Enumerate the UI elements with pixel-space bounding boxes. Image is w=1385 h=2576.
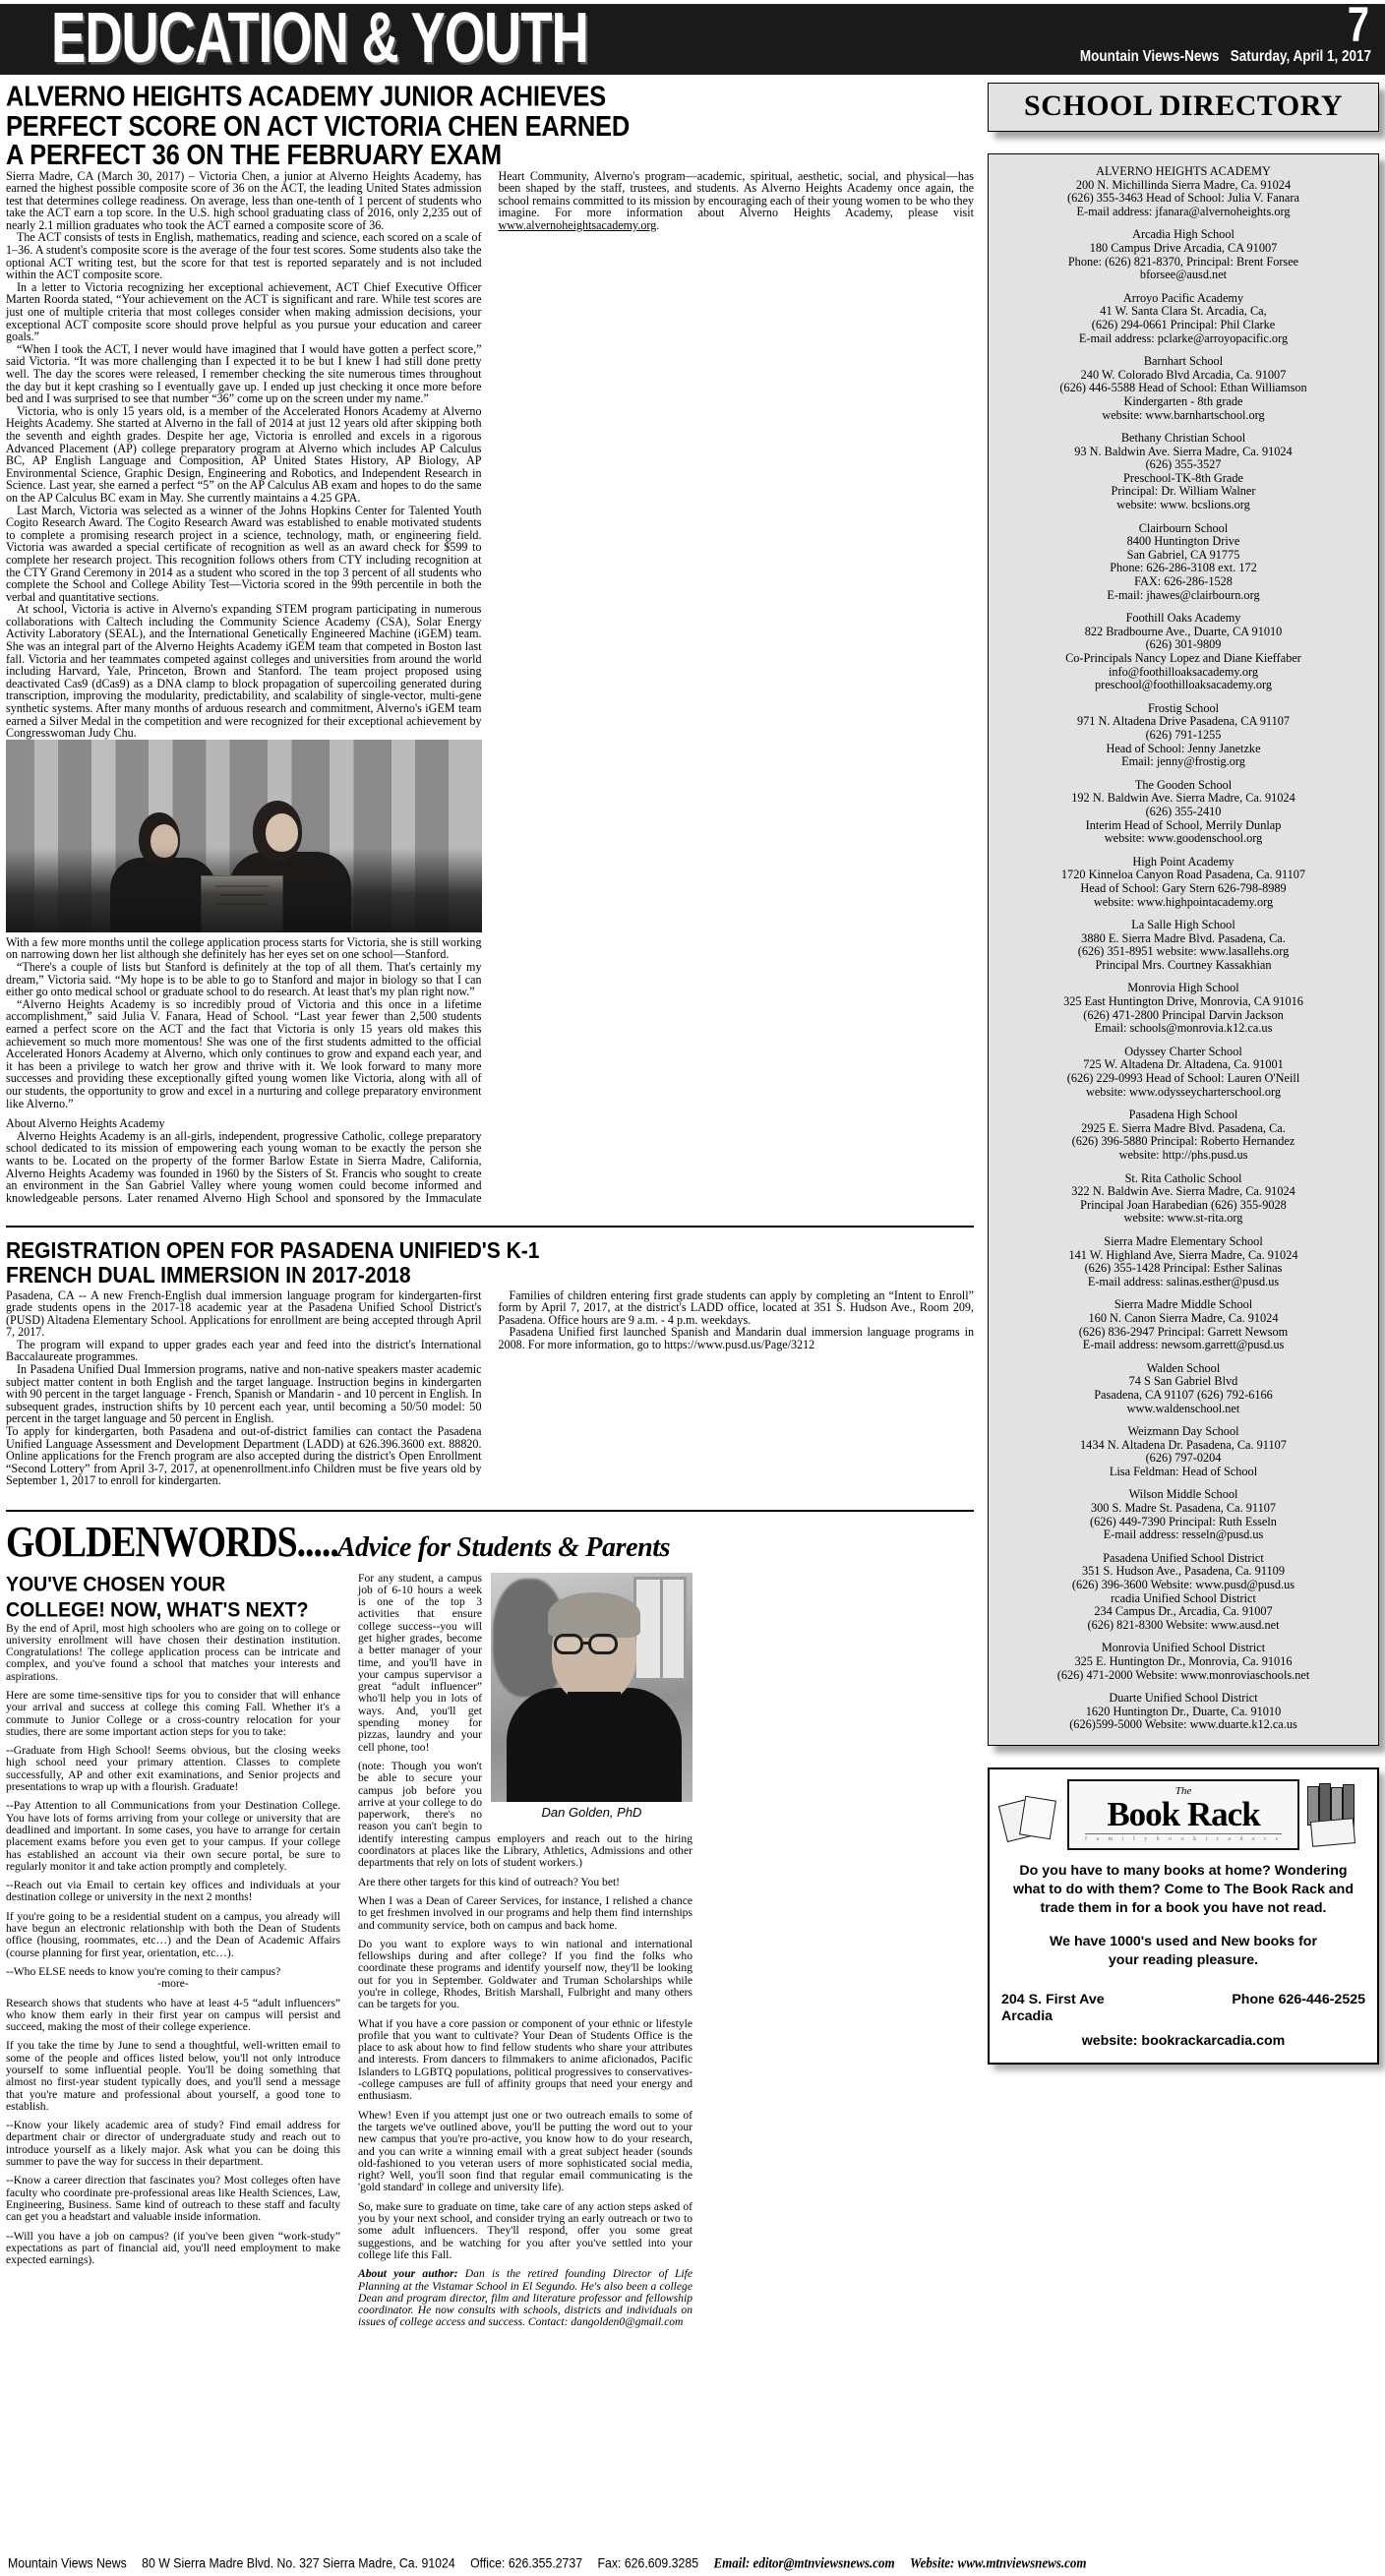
- eyeglasses-right-icon: [588, 1634, 618, 1654]
- eyeglasses-bridge-icon: [583, 1642, 590, 1645]
- masthead-publication-date: [1080, 47, 1371, 65]
- headline-line-1: ALVERNO HEIGHTS ACADEMY JUNIOR ACHIEVES: [6, 81, 606, 113]
- directory-entry-line: (626) 355-1428 Principal: Esther Salinas: [1084, 1261, 1283, 1276]
- publication-date: Saturday, April 1, 2017: [1230, 47, 1371, 65]
- publication-name: Mountain Views-News: [1079, 47, 1220, 65]
- paragraph: To apply for kindergarten, both Pasadena and out-of-district families can contact the Pasadena Unified Language Assessment and Development Department (LADD) at 626.396.3600 ext. 88820. Online applications for the French program are also accepted during the district's Open Enrollment “Second Lottery” from April 3-7, 2017, at openenrollment.info Children must be five years old by September 1, 2017 to enroll for kindergarten.: [6, 1424, 482, 1488]
- directory-entry-line: Email: jenny@frostig.org: [1121, 754, 1245, 769]
- directory-entry-line: website: www.st-rita.org: [1123, 1211, 1243, 1226]
- goldenwords-headline-line-2: COLLEGE! NOW, WHAT'S NEXT?: [6, 1597, 309, 1622]
- goldenwords-banner: [6, 1517, 974, 1566]
- paragraph: So, make sure to graduate on time, take care of any action steps asked of you by your next school, and consider trying an early outreach or two to some adult influencers. They'll respond, offer you some great suggestions, and be watching for you after you've settled into your college life this Fall.: [358, 2199, 692, 2261]
- author-photo-caption: Dan Golden, PhD: [541, 1804, 642, 1820]
- paragraph: In a letter to Victoria recognizing her exceptional achievement, ACT Chief Executive Officer Marten Roorda stated, “Your achievement on the ACT is significant and rare. While test scores are just one of multiple criteria that most colleges consider when making admission decisions, your exceptional ACT composite score should prove helpful as you pursue your education and career goals.”: [6, 279, 482, 344]
- goldenwords-right-column: [358, 1573, 692, 2336]
- directory-entry-name: Monrovia Unified School District: [1101, 1641, 1266, 1655]
- directory-entry-name: The Gooden School: [1134, 777, 1233, 792]
- paragraph: Here are some time-sensitive tips for you to consider that will enhance your arrival and success at college this coming Fall. Whether it's a commute to Junior College or a cross-country relocation for your studies, there are some important action steps for you to take:: [6, 1688, 340, 1738]
- alverno-website-link[interactable]: www.alvernoheightsacademy.org: [498, 217, 657, 232]
- directory-entry-line: 971 N. Altadena Drive Pasadena, CA 91107: [1076, 714, 1291, 729]
- directory-entry-line: (626) 471-2000 Website: www.monroviaschools.net: [1056, 1667, 1310, 1682]
- ad-line-5: your reading pleasure.: [1108, 1952, 1259, 1969]
- article2-headline: [6, 1238, 974, 1288]
- directory-entry-line: Lisa Feldman: Head of School: [1109, 1464, 1258, 1478]
- paragraph: What if you have a core passion or component of your ethnic or lifestyle profile that you want to cultivate? Your Dean of Students Office is the place to ask about how to find fellow students who share your attributes and interests. From dancers to filmmakers to anime aficionados, Pacific Islanders to LGBTQ populations, political progressives to conservatives--college campuses are full of affinity groups that need your energy and enthusiasm.: [358, 2016, 692, 2103]
- school-directory-header: [988, 83, 1379, 132]
- directory-entry-line: rcadia Unified School District: [1111, 1590, 1256, 1605]
- section-divider: [6, 1510, 974, 1512]
- paragraph: Do you want to explore ways to win national and international fellowships during and after college? If you find the folks who coordinate these programs and identify yourself now, they'll be looking out for you in September. Goldwater and Truman Scholarships while you're in college, Rhodes, British Marshall, Fulbright and many others can be targets for you.: [358, 1937, 692, 2011]
- directory-entry: [996, 1552, 1370, 1633]
- directory-entry-line: Principal Joan Harabedian (626) 355-9028: [1080, 1197, 1287, 1212]
- ad-logo-plate: [1067, 1779, 1299, 1851]
- goldenwords-headline-line-1: YOU'VE CHOSEN YOUR: [6, 1572, 226, 1596]
- paragraph: By the end of April, most high schoolers who are going on to college or university enrollment will have chosen their destination institution. Congratulations! The college application process can be intricate and complex, and you've found a school that matches your interests and aspirations.: [6, 1621, 340, 1683]
- directory-entry: [996, 779, 1370, 846]
- headline-line-2: PERFECT SCORE ON ACT VICTORIA CHEN EARNED: [6, 110, 631, 142]
- directory-entry: [996, 1642, 1370, 1682]
- directory-entry-line: 200 N. Michillinda Sierra Madre, Ca. 91024: [1075, 177, 1292, 192]
- directory-entry-line: 325 East Huntington Drive, Monrovia, CA 91016: [1063, 994, 1303, 1009]
- directory-entry-name: ALVERNO HEIGHTS ACADEMY: [1096, 164, 1271, 178]
- eyeglasses-left-icon: [554, 1634, 583, 1654]
- ad-website[interactable]: website: bookrackarcadia.com: [1081, 2033, 1286, 2050]
- paragraph: Pasadena Unified first launched Spanish and Mandarin dual immersion language programs in 2008. For more information, go to https://www.pusd.us/Page/3212: [498, 1325, 974, 1351]
- directory-entry-name: Arroyo Pacific Academy: [1122, 290, 1244, 305]
- directory-entry-line: E-mail address: newsom.garrett@pusd.us: [1082, 1338, 1285, 1352]
- directory-entry-line: Phone: (626) 821-8370, Principal: Brent Forsee: [1067, 254, 1299, 269]
- ad-line-4: We have 1000's used and New books for: [1050, 1934, 1317, 1950]
- goldenwords-left-body: [6, 1623, 340, 2267]
- goldenwords-title: GOLDENWORDS.....: [6, 1517, 338, 1566]
- paragraph: At school, Victoria is active in Alverno's expanding STEM program participating in numerous collaborations with Caltech including the Community Science Academy (CSA), Solar Energy Activity Laboratory (SEAL), and the International Genetically Engineered Machine (iGEM) team. She was an integral part of the Alverno Heights Academy iGEM team that competed in Boston last fall. Victoria and her teammates competed against colleges and universities from around the world including Harvard, Yale, Princeton, Brown and Stanford. The team project proposed using deactivated Cas9 (dCas9) as a DNA clamp to block propagation of supercoiling generated during transcription, improving the modularity, predictability, and scalability of single-vector, multi-gene synthetic systems. After many months of arduous research and commitment, Alverno's iGEM team earned a Silver Medal in the competition and were recognized for their exceptional achievement by Congresswoman Judy Chu.: [6, 602, 482, 741]
- directory-entry-line: (626) 351-8951 website: www.lasallehs.org: [1077, 944, 1290, 959]
- photo-certificate: [201, 875, 283, 932]
- directory-entry-line: E-mail address: resseln@pusd.us: [1103, 1528, 1264, 1542]
- directory-entry-line: (626) 821-8300 Website: www.ausd.net: [1087, 1617, 1280, 1632]
- page-title: EDUCATION & YOUTH: [51, 0, 588, 79]
- school-directory-list: [988, 153, 1379, 1746]
- directory-entry: [996, 165, 1370, 218]
- directory-entry-name: Sierra Madre Elementary School: [1104, 1233, 1263, 1248]
- paragraph: --Pay Attention to all Communications from your Destination College. You have lots of forms arriving from your college or university that are deadlined and important. In some cases, you have to arrange for certain placement exams before you even get to your campus. If your college has established an account via their own secure portal, be sure to regularly monitor it and take action promptly and completely.: [6, 1799, 340, 1873]
- directory-entry-line: preschool@foothilloaksacademy.org: [1094, 678, 1273, 692]
- directory-entry-line: 234 Campus Dr., Arcadia, Ca. 91007: [1094, 1604, 1273, 1619]
- paragraph: --Know a career direction that fascinates you? Most colleges often have faculty who coordinate pre-professional areas like Health Sciences, Law, Engineering, Business. Same kind of outreach to these staff and faculty can get you a headstart and valuable inside information.: [6, 2174, 340, 2224]
- open-book-icon: [1000, 1782, 1061, 1847]
- photo-face-teacher: [266, 813, 298, 852]
- paragraph: For any student, a campus job of 6-10 hours a week is one of the top 3 activities that ensure college success--you will get higher grades, become a better manager of your time, and you'll have in your campus supervisor a great “adult influencer” who'll help you in lots of ways. And, you'll get spending money for pizzas, laundry and your cell phone, too!: [358, 1571, 482, 1754]
- directory-entry-name: Wilson Middle School: [1128, 1487, 1238, 1502]
- directory-entry-line: 192 N. Baldwin Ave. Sierra Madre, Ca. 91024: [1071, 791, 1295, 806]
- directory-entry-line: 3880 E. Sierra Madre Blvd. Pasadena, Ca.: [1081, 930, 1286, 945]
- paragraph: Families of children entering first grade students can apply by completing an “Intent to Enroll” form by April 7, 2017, at the district's LADD office, located at 351 S. Hudson Ave., Room 209, Pasadena. Office hours are 9 a.m. - 4 p.m. weekdays.: [498, 1288, 974, 1327]
- directory-entry-line: website: www.barnhartschool.org: [1102, 407, 1265, 422]
- directory-entry: [996, 612, 1370, 692]
- directory-entry-line: (626) 836-2947 Principal: Garrett Newsom: [1078, 1324, 1289, 1339]
- author-bio-label: About your author:: [358, 2267, 458, 2281]
- article-body: [6, 170, 974, 1215]
- ad-logo-row: [1001, 1779, 1365, 1851]
- directory-entry: [996, 355, 1370, 422]
- directory-entry-name: St. Rita Catholic School: [1124, 1170, 1242, 1185]
- directory-entry-line: San Gabriel, CA 91775: [1126, 547, 1240, 562]
- page-number: 7: [1347, 0, 1369, 52]
- directory-entry-name: Walden School: [1146, 1360, 1221, 1375]
- footer-address: 80 W Sierra Madre Blvd. No. 327 Sierra Madre, Ca. 91024: [142, 2555, 455, 2571]
- directory-entry-name: Duarte Unified School District: [1109, 1691, 1258, 1706]
- directory-entry-line: (626) 229-0993 Head of School: Lauren O'Neill: [1066, 1071, 1300, 1086]
- directory-entry-name: Sierra Madre Middle School: [1114, 1297, 1253, 1312]
- paragraph: Last March, Victoria was selected as a winner of the Johns Hopkins Center for Talented Youth Cogito Research Award. The Cogito Research Award was established to enable motivated students to complete a promising research project in a science, technology, math, or engineering field. Victoria was awarded a special certificate of recognition as well as an award check for $599 to complete her research project. This recognition follows others from CTY including recognition at the CTY Grand Ceremony in 2014 as a student who scored in the top 3 percent of all students who complete the School and College Ability Test—Victoria scored in the 99th percentile in both the verbal and quantitative sections.: [6, 503, 482, 604]
- directory-entry: [996, 1108, 1370, 1162]
- directory-entry-line: 93 N. Baldwin Ave. Sierra Madre, Ca. 91024: [1074, 444, 1293, 458]
- directory-entry: [996, 856, 1370, 909]
- author-bio: [358, 2268, 692, 2328]
- column-goldenwords: [6, 1517, 974, 2336]
- directory-entry-name: Foothill Oaks Academy: [1125, 611, 1241, 626]
- directory-entry-line: Phone: 626-286-3108 ext. 172: [1110, 561, 1257, 575]
- directory-entry-line: 41 W. Santa Clara St. Arcadia, Ca,: [1100, 304, 1267, 319]
- directory-entry-line: Preschool-TK-8th Grade: [1123, 470, 1243, 485]
- paragraph: “There's a couple of lists but Stanford is definitely at the top of all them. That's certainly my dream,” Victoria said. “My hope is to be able to go to Stanford and major in biology so that I can either go onto medical school or graduate school to do research. At least that's my plan right now.”: [6, 960, 482, 999]
- directory-entry-name: Weizmann Day School: [1127, 1424, 1239, 1439]
- directory-entry-name: High Point Academy: [1132, 854, 1234, 869]
- directory-entry-name: Arcadia High School: [1132, 227, 1234, 242]
- directory-entry-name: Barnhart School: [1143, 354, 1224, 369]
- directory-entry-line: (626) 301-9809: [1145, 637, 1222, 652]
- paragraph-text: Alverno Heights Academy is an all-girls, independent, progressive Catholic, college preparatory school dedicated to its mission of empowering each young woman to be exactly the person she wants to be. Located on the property of the former Barlow Estate in Sierra Madre, California, Alverno Heights Academy was founded in 1960 by the Sisters of St. Francis who sought to create an environment in the San Gabriel Valley where young women could become informed and knowledgeable persons. Later renamed Alverno High School and sponsored by the Immaculate Heart Community, Alverno's program—academic, spiritual, aesthetic, social, and physical—has been shaped by the staff, trustees, and students. As Alverno Heights Academy once again, the school remains committed to its mission by encouraging each of their young women to be who they imagine. For more information about Alverno Heights Academy, please visit: [6, 168, 974, 1205]
- directory-entry-line: 325 E. Huntington Dr., Monrovia, Ca. 91016: [1074, 1654, 1293, 1668]
- paragraph: When I was a Dean of Career Services, for instance, I relished a chance to get freshmen involved in our programs and help them find internships and community service, both on campus and back home.: [358, 1893, 692, 1932]
- directory-entry-line: 725 W. Altadena Dr. Altadena, Ca. 91001: [1083, 1057, 1284, 1072]
- directory-entry: [996, 1046, 1370, 1099]
- more-marker: -more-: [157, 1977, 189, 1991]
- directory-entry-line: E-mail: jhawes@clairbourn.org: [1107, 587, 1260, 602]
- directory-entry-line: 1434 N. Altadena Dr. Pasadena, Ca. 91107: [1080, 1437, 1287, 1452]
- directory-entry-line: Principal Mrs. Courtney Kassakhian: [1095, 957, 1272, 972]
- ad-logo-rule: [1085, 1833, 1282, 1835]
- footer-fax: Fax: 626.609.3285: [597, 2555, 699, 2571]
- page-footer: [0, 2554, 1385, 2572]
- directory-entry: [996, 228, 1370, 281]
- directory-entry-line: 300 S. Madre St. Pasadena, Ca. 91107: [1090, 1501, 1277, 1516]
- directory-entry-line: (626) 449-7390 Principal: Ruth Esseln: [1090, 1514, 1277, 1528]
- paragraph: The ACT consists of tests in English, mathematics, reading and science, each scored on a scale of 1–36. A student's composite score is the average of the four test scores. Some students also take the optional ACT writing test, but the score for that test is reported separately and is not included within the ACT composite score.: [6, 230, 482, 282]
- directory-entry: [996, 919, 1370, 972]
- headline2-line-1: REGISTRATION OPEN FOR PASADENA UNIFIED'S K-1: [6, 1237, 540, 1263]
- directory-entry: [996, 432, 1370, 512]
- directory-entry-line: 2925 E. Sierra Madre Blvd. Pasadena, Ca.: [1081, 1120, 1286, 1135]
- paragraph: “When I took the ACT, I never would have imagined that I would have gotten a perfect score,” said Victoria. “It was more challenging than I expected it to be but I knew I had still done pretty well. The day the scores were released, I remember checking the site numerous times throughout the day but it kept crashing so I eventually gave up. I ended up just checking it once more before bed and I was surprised to see that number “36” come up on the screen under my name.”: [6, 341, 482, 406]
- ad-contact-row: [1001, 1992, 1365, 2025]
- directory-entry-line: E-mail address: jfanara@alvernoheights.org: [1076, 204, 1291, 218]
- ad-address-line-1: 204 S. First Ave: [1001, 1992, 1105, 2008]
- directory-entry-line: (626)599-5000 Website: www.duarte.k12.ca.us: [1069, 1717, 1297, 1732]
- ad-phone[interactable]: Phone 626-446-2525: [1232, 1992, 1365, 2008]
- directory-entry: [996, 702, 1370, 769]
- paragraph-end: .: [656, 217, 660, 232]
- directory-entry-line: 351 S. Hudson Ave., Pasadena, Ca. 91109: [1082, 1564, 1285, 1579]
- directory-entry-line: E-mail address: salinas.esther@pusd.us: [1087, 1274, 1280, 1288]
- section-divider: [6, 1226, 974, 1228]
- paragraph: Are there other targets for this kind of outreach? You bet!: [358, 1875, 621, 1888]
- school-directory-title: SCHOOL DIRECTORY: [1024, 90, 1343, 122]
- directory-entry-line: (626) 471-2800 Principal Darvin Jackson: [1083, 1007, 1284, 1022]
- ad-line-3: trade them in for a book you have not read.: [1040, 1900, 1327, 1917]
- goldenwords-left-column: [6, 1573, 340, 2336]
- directory-entry-name: La Salle High School: [1131, 918, 1235, 932]
- directory-entry-line: website: www.goodenschool.org: [1104, 831, 1263, 846]
- paragraph: --Reach out via Email to certain key offices and individuals at your destination college or university in the next 2 months!: [6, 1879, 340, 1904]
- headline2-line-2: FRENCH DUAL IMMERSION IN 2017-2018: [6, 1262, 411, 1288]
- paragraph: --Know your likely academic area of study? Find email address for department chair or director of undergraduate study and reach out to introduce yourself as a likely major. Ask what you can be doing this summer to pave the way for success in their department.: [6, 2119, 340, 2169]
- directory-entry-line: website: http://phs.pusd.us: [1118, 1148, 1248, 1162]
- directory-entry-name: Pasadena High School: [1128, 1108, 1238, 1122]
- paragraph: Victoria, who is only 15 years old, is a member of the Accelerated Honors Academy at Alverno Heights Academy. She started at Alverno in the fall of 2014 at just 12 years old after skipping both the seventh and eighth grades. Despite her age, Victoria is enrolled and excels in a rigorous Advanced Placement (AP) college preparatory program at Alverno which includes AP Calculus BC, AP English Language and Composition, AP United States History, AP Biology, AP Environmental Science, Graphic Design, Engineering and Robotics, and Independent Research in Science. Last year, she earned a perfect “5” on the AP Calculus AB exam and hopes to do the same on the AP Calculus BC exam in May. She currently maintains a 4.25 GPA.: [6, 403, 482, 505]
- directory-entry-line: Kindergarten - 8th grade: [1123, 393, 1243, 408]
- author-photo: [491, 1573, 692, 1802]
- directory-entry: [996, 1172, 1370, 1226]
- directory-entry-line: (626) 294-0661 Principal: Phil Clarke: [1091, 317, 1276, 331]
- paragraph: “Alverno Heights Academy is so incredibly proud of Victoria and this once in a lifetime accomplishment,” said Julia V. Fanara, Head of School. “Last year fewer than 2,500 students earned a perfect score on the ACT and the fact that Victoria is only 15 years old makes this achievement so much more momentous! She was one of the first students admitted to the official Accelerated Honors Academy at Alverno, which only continues to grow and expand each year, and it has been a privilege to watch her grow and thrive with it. We look forward to many more successes and providing these exceptionally gifted young women like Victoria, along with all of our students, the opportunity to grow and excel in a nurturing and college preparatory environment like Alverno.”: [6, 996, 482, 1110]
- directory-entry-line: website: www.odysseycharterschool.org: [1085, 1084, 1282, 1099]
- directory-entry-line: Interim Head of School, Merrily Dunlap: [1085, 817, 1282, 832]
- paragraph: With a few more months until the college application process starts for Victoria, she is still working on narrowing down her list although she definitely has her eyes set on one school—Stanford.: [6, 934, 482, 962]
- footer-website[interactable]: Website: www.mtnviewsnews.com: [910, 2554, 1087, 2571]
- article2-body: [6, 1289, 974, 1498]
- directory-entry-name: Monrovia High School: [1127, 981, 1239, 995]
- paragraph: --Will you have a job on campus? (if you've been given “work-study” expectations as part of financial aid, you'll need employment to make expected earnings).: [6, 2229, 340, 2267]
- directory-entry-line: Pasadena, CA 91107 (626) 792-6166: [1094, 1387, 1273, 1402]
- ad-line-1: Do you have to many books at home? Wondering: [1019, 1863, 1348, 1880]
- book-stack-icon: [1305, 1782, 1366, 1847]
- ad-logo-tagline: f a m i l y b o o k t r a d e r s: [1085, 1836, 1282, 1843]
- paragraph: Sierra Madre, CA (March 30, 2017) – Victoria Chen, a junior at Alverno Heights Academy, has earned the highest possible composite score of 36 on the ACT, the leading United States admission test that determines college readiness. On average, less than one-tenth of 1 percent of students who take the ACT earn a top score. In the U.S. high school graduating class of 2016, only 2,235 out of nearly 2.1 million graduates who took the ACT earned a composite score of 36.: [6, 168, 482, 232]
- directory-entry: [996, 982, 1370, 1035]
- directory-entry-line: www.waldenschool.net: [1126, 1401, 1240, 1415]
- photo-figure-teacher: [229, 852, 351, 932]
- directory-entry-line: (626) 446-5588 Head of School: Ethan Williamson: [1059, 381, 1307, 395]
- right-rail: [988, 83, 1379, 2065]
- headline-line-3: A PERFECT 36 ON THE FEBRUARY EXAM: [6, 140, 502, 171]
- directory-entry-line: Head of School: Jenny Janetzke: [1106, 741, 1261, 755]
- directory-entry-line: (626) 396-3600 Website: www.pusd@pusd.us: [1071, 1578, 1295, 1592]
- ad-copy: [1001, 1862, 1365, 1970]
- directory-entry-name: Clairbourn School: [1138, 520, 1229, 535]
- directory-entry-line: 8400 Huntington Drive: [1126, 534, 1240, 549]
- article-headline: [6, 83, 974, 170]
- directory-entry-line: Principal: Dr. William Walner: [1111, 484, 1256, 499]
- paragraph: The program will expand to upper grades each year and feed into the district's International Baccalaureate programmes.: [6, 1337, 482, 1364]
- directory-entry-name: Pasadena Unified School District: [1103, 1550, 1264, 1565]
- directory-entry-line: Co-Principals Nancy Lopez and Diane Kieffaber: [1065, 651, 1301, 665]
- directory-entry-line: Head of School: Gary Stern 626-798-8989: [1080, 880, 1287, 895]
- directory-entry: [996, 1488, 1370, 1541]
- paragraph: --Who ELSE needs to know you're coming to their campus?: [6, 1964, 281, 1978]
- directory-entry-line: website: www. bcslions.org: [1116, 498, 1250, 512]
- directory-entry-line: bforsee@ausd.net: [1139, 268, 1228, 282]
- directory-entry-line: 1620 Huntington Dr., Duarte, Ca. 91010: [1085, 1704, 1282, 1718]
- masthead-banner: [0, 0, 1385, 79]
- directory-entry-line: 822 Bradbourne Ave., Duarte, CA 91010: [1084, 624, 1283, 638]
- paragraph: Pasadena, CA -- A new French-English dual immersion language program for kindergarten-first grade students opens in the 2017-18 academic year at the Pasadena Unified School District's (PUSD) Altadena Elementary School. Applications for enrollment are being accepted through April 7, 2017.: [6, 1288, 482, 1340]
- goldenwords-columns: [6, 1573, 974, 2336]
- ad-address-line-2: Arcadia: [1001, 2008, 1054, 2025]
- author-bio-text: Dan is the retired founding Director of Life Planning at the Vistamar School in El Segundo. He's also been a college Dean and program director, film and literature professor and fellowship coordinator. He now consults with schools, districts and individuals on issues of college access and success. Contact: dangolden0@gmail.com: [358, 2267, 692, 2329]
- directory-entry-line: (626) 355-2410: [1145, 804, 1222, 818]
- directory-entry-line: Email: schools@monrovia.k12.ca.us: [1094, 1021, 1273, 1036]
- directory-entry: [996, 522, 1370, 603]
- directory-entry-line: 180 Campus Drive Arcadia, CA 91007: [1089, 240, 1278, 255]
- paragraph: --Graduate from High School! Seems obvious, but the closing weeks high school need your primary attention. Classes to complete successfully, AP and other exit examinations, and Senior projects and presentations to wrap up with a flourish. Graduate!: [6, 1744, 340, 1794]
- directory-entry-line: info@foothilloaksacademy.org: [1108, 664, 1259, 679]
- photo-hair: [548, 1592, 640, 1638]
- directory-entry-line: 1720 Kinneloa Canyon Road Pasadena, Ca. 91107: [1060, 868, 1306, 882]
- directory-entry-line: 322 N. Baldwin Ave. Sierra Madre, Ca. 91024: [1071, 1184, 1295, 1199]
- editorial-column: [6, 83, 974, 2336]
- directory-entry-line: (626) 355-3463 Head of School: Julia V. Fanara: [1067, 191, 1299, 206]
- directory-entry-name: Frostig School: [1147, 700, 1220, 715]
- directory-entry: [996, 1235, 1370, 1288]
- directory-entry-line: website: www.highpointacademy.org: [1093, 894, 1274, 909]
- photo-face-student: [151, 824, 178, 858]
- directory-entry-line: FAX: 626-286-1528: [1134, 574, 1233, 589]
- paragraph: Whew! Even if you attempt just one or two outreach emails to some of the targets we've outlined above, you'll be putting the word out to your new campus that you're pro-active, you know how to do your research, and you can write a winning email with a great subject header (sounds old-fashioned to you veteran users of more sophisticated social media, right? Well, you'll soon find that regular email communicating is the 'gold standard' in college and university life).: [358, 2108, 692, 2194]
- directory-entry-line: (626) 396-5880 Principal: Roberto Hernandez: [1071, 1134, 1295, 1149]
- directory-entry: [996, 1298, 1370, 1351]
- paragraph: If you're going to be a residential student on a campus, you already will have begun an electronic relationship with both the Dean of Students office (housing, roommates, etc…) and the Dean of Academic Affairs (course planning for first year, orientation, etc…).: [6, 1909, 340, 1959]
- ad-logo-name: Book Rack: [1107, 1794, 1260, 1833]
- directory-entry: [996, 292, 1370, 345]
- photo-figure-student: [110, 858, 216, 932]
- paragraph: If you take the time by June to send a thoughtful, well-written email to some of the people and offices listed below, you'll not only introduce yourself to some influential people. You'll be doing something that almost no first-year student typically does, and you'll send a message that you're mature and professional about yourself, a good tone to establish.: [6, 2039, 340, 2113]
- ad-line-2: what to do with them? Come to The Book Rack and: [1012, 1882, 1355, 1898]
- directory-entry-line: 160 N. Canon Sierra Madre, Ca. 91024: [1088, 1310, 1279, 1325]
- directory-entry: [996, 1692, 1370, 1732]
- directory-entry-line: (626) 797-0204: [1145, 1451, 1222, 1466]
- directory-entry-line: (626) 355-3527: [1145, 457, 1222, 472]
- article-french-immersion: [6, 1238, 974, 1498]
- author-photo-block: [491, 1573, 692, 1820]
- photo-collar: [568, 1692, 621, 1717]
- ad-logo-the: The: [1174, 1784, 1192, 1797]
- goldenwords-subtitle: Advice for Students & Parents: [336, 1531, 671, 1563]
- directory-entry-line: 74 S San Gabriel Blvd: [1128, 1374, 1238, 1389]
- directory-entry-line: 141 W. Highland Ave, Sierra Madre, Ca. 91024: [1068, 1247, 1298, 1262]
- paragraph: Research shows that students who have at least 4-5 “adult influencers” who know them early in their first year on campus will persist and succeed, making the most of their college experience.: [6, 1996, 340, 2034]
- photo-background-window: [633, 1577, 687, 1681]
- directory-entry-line: E-mail address: pclarke@arroyopacific.org: [1078, 330, 1289, 345]
- directory-entry: [996, 1362, 1370, 1415]
- article-photo-victoria-chen: [6, 740, 482, 932]
- paragraph: (note: Though you won't be able to secure your campus job before you arrive at your college to do paperwork, there's no reason you can't begin to identify interesting campus employers and reach out to the hiring coordinators at places like the Library, Athletics, Admissions and other departments that rely on lots of student workers.): [358, 1759, 692, 1870]
- directory-entry-name: Bethany Christian School: [1120, 431, 1246, 446]
- directory-entry-line: (626) 791-1255: [1145, 727, 1222, 742]
- directory-entry-line: 240 W. Colorado Blvd Arcadia, Ca. 91007: [1080, 367, 1287, 382]
- paragraph: In Pasadena Unified Dual Immersion programs, native and non-native speakers master academic subject matter content in both English and the target language. Instruction begins in kindergarten with 90 percent in the target language - French, Spanish or Mandarin - and 10 percent in English. In subsequent grades, instruction shifts by 10 percent each year, until becoming a 50/50 model: 50 percent in the target language and 50 percent in English.: [6, 1362, 482, 1426]
- footer-publication-name: Mountain Views News: [8, 2555, 127, 2571]
- article-alverno: [6, 83, 974, 1215]
- directory-entry-name: Odyssey Charter School: [1124, 1044, 1242, 1058]
- footer-email[interactable]: Email: editor@mtnviewsnews.com: [713, 2554, 895, 2571]
- book-rack-advertisement[interactable]: [988, 1767, 1379, 2066]
- ad-address: [1001, 1992, 1105, 2025]
- footer-office-phone: Office: 626.355.2737: [470, 2555, 583, 2571]
- about-subheading: About Alverno Heights Academy: [6, 1116, 165, 1131]
- directory-entry: [996, 1425, 1370, 1478]
